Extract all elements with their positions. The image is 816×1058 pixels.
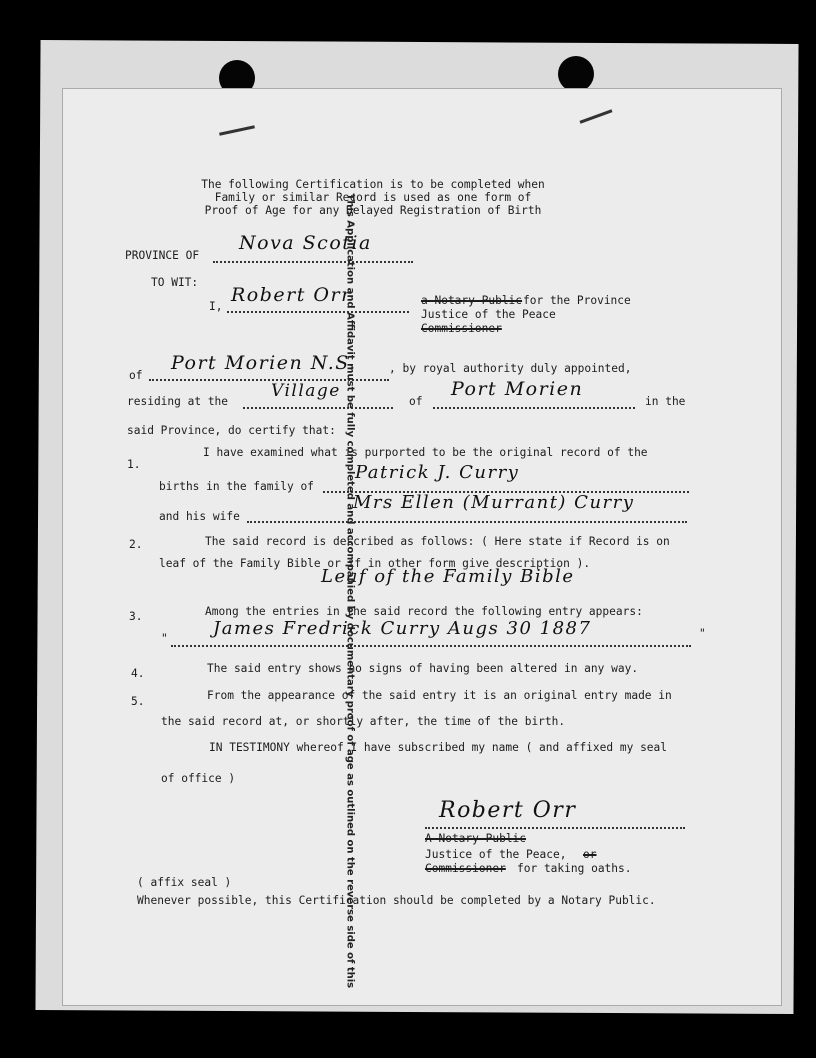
to-wit-label: TO WIT: xyxy=(151,276,199,289)
sig-justice: Justice of the Peace, xyxy=(425,848,567,861)
residing-label: residing at the xyxy=(127,395,229,408)
certification-form xyxy=(62,88,782,1006)
affix-seal: ( affix seal ) xyxy=(137,876,232,889)
of2-label: of xyxy=(409,395,423,408)
item-4-number: 4. xyxy=(131,667,145,680)
item-5-text-continued: the said record at, or shortly after, the time of the birth. xyxy=(161,715,566,728)
official-name-line xyxy=(227,311,409,313)
sig-commissioner-struck: Commissioner xyxy=(425,862,506,875)
item-3-text: Among the entries in the said record the following entry appears: xyxy=(205,605,643,618)
testimony-text-continued: of office ) xyxy=(161,772,236,785)
title-notary-struck: a Notary Public xyxy=(421,294,523,307)
header-line-1: The following Certification is to be completed when xyxy=(201,178,545,191)
entry-field-line xyxy=(171,645,691,647)
sig-oaths: for taking oaths. xyxy=(517,862,632,875)
item-5-number: 5. xyxy=(131,695,145,708)
i-label: I, xyxy=(209,300,223,313)
item-4-text: The said entry shows no signs of having been altered in any way. xyxy=(207,662,639,675)
title-justice: Justice of the Peace xyxy=(421,308,556,321)
punch-hole-right xyxy=(558,56,594,92)
item-2-number: 2. xyxy=(129,538,143,551)
certify-text: said Province, do certify that: xyxy=(127,424,336,437)
birth-entry: James Fredrick Curry Augs 30 1887 xyxy=(213,618,592,639)
in-the-text: in the xyxy=(645,395,686,408)
royal-appointment-text: , by royal authority duly appointed, xyxy=(389,362,632,375)
record-description: Leaf of the Family Bible xyxy=(321,566,575,587)
of2-value: Port Morien xyxy=(451,378,584,400)
item-2-text: The said record is described as follows: ( Here state if Record is on xyxy=(205,535,670,548)
wife-label: and his wife xyxy=(159,510,240,523)
births-label: births in the family of xyxy=(159,480,314,493)
sig-or-struck: or xyxy=(583,848,597,861)
mother-name: Mrs Ellen (Murrant) Curry xyxy=(353,492,635,513)
pen-mark xyxy=(580,109,613,123)
province-field-line xyxy=(213,261,413,263)
header-line-2: Family or similar Record is used as one form of xyxy=(214,191,532,204)
title-suffix: for the Province xyxy=(523,294,631,307)
footer-note: Whenever possible, this Certification should be completed by a Notary Public. xyxy=(137,894,656,907)
official-name: Robert Orr xyxy=(231,284,352,306)
province-value: Nova Scotia xyxy=(239,232,372,254)
item-3-number: 3. xyxy=(129,610,143,623)
item-1-text: I have examined what is purported to be the original record of the xyxy=(203,446,648,459)
quote-close: " xyxy=(699,627,706,640)
testimony-text: IN TESTIMONY whereof I have subscribed my name ( and affixed my seal xyxy=(209,741,668,754)
side-instruction-text: This Application and Affidavit must be fully completed and accompanied by documentary proof of age as outlined on the reverse side of this xyxy=(344,193,356,989)
of2-field-line xyxy=(433,407,635,409)
of-label: of xyxy=(129,369,143,382)
of-value: Port Morien N.S. xyxy=(171,352,357,374)
item-5-text: From the appearance of the said entry it is an original entry made in xyxy=(207,689,672,702)
signature: Robert Orr xyxy=(439,798,577,823)
header-line-3: Proof of Age for any Delayed Registration of Birth xyxy=(204,204,542,217)
pen-mark xyxy=(219,125,255,135)
residing-field-line xyxy=(243,407,393,409)
signature-line xyxy=(425,827,685,829)
title-commissioner-struck: Commissioner xyxy=(421,322,502,335)
quote-open: " xyxy=(161,632,168,645)
father-name: Patrick J. Curry xyxy=(355,462,520,483)
item-2-text-continued: leaf of the Family Bible or if in other form give description ). xyxy=(159,557,591,570)
province-label: PROVINCE OF xyxy=(125,249,200,262)
mother-field-line xyxy=(247,521,687,523)
sig-notary-struck: A Notary Public xyxy=(425,832,527,845)
residing-value: Village xyxy=(271,381,341,401)
item-1-number: 1. xyxy=(127,458,141,471)
